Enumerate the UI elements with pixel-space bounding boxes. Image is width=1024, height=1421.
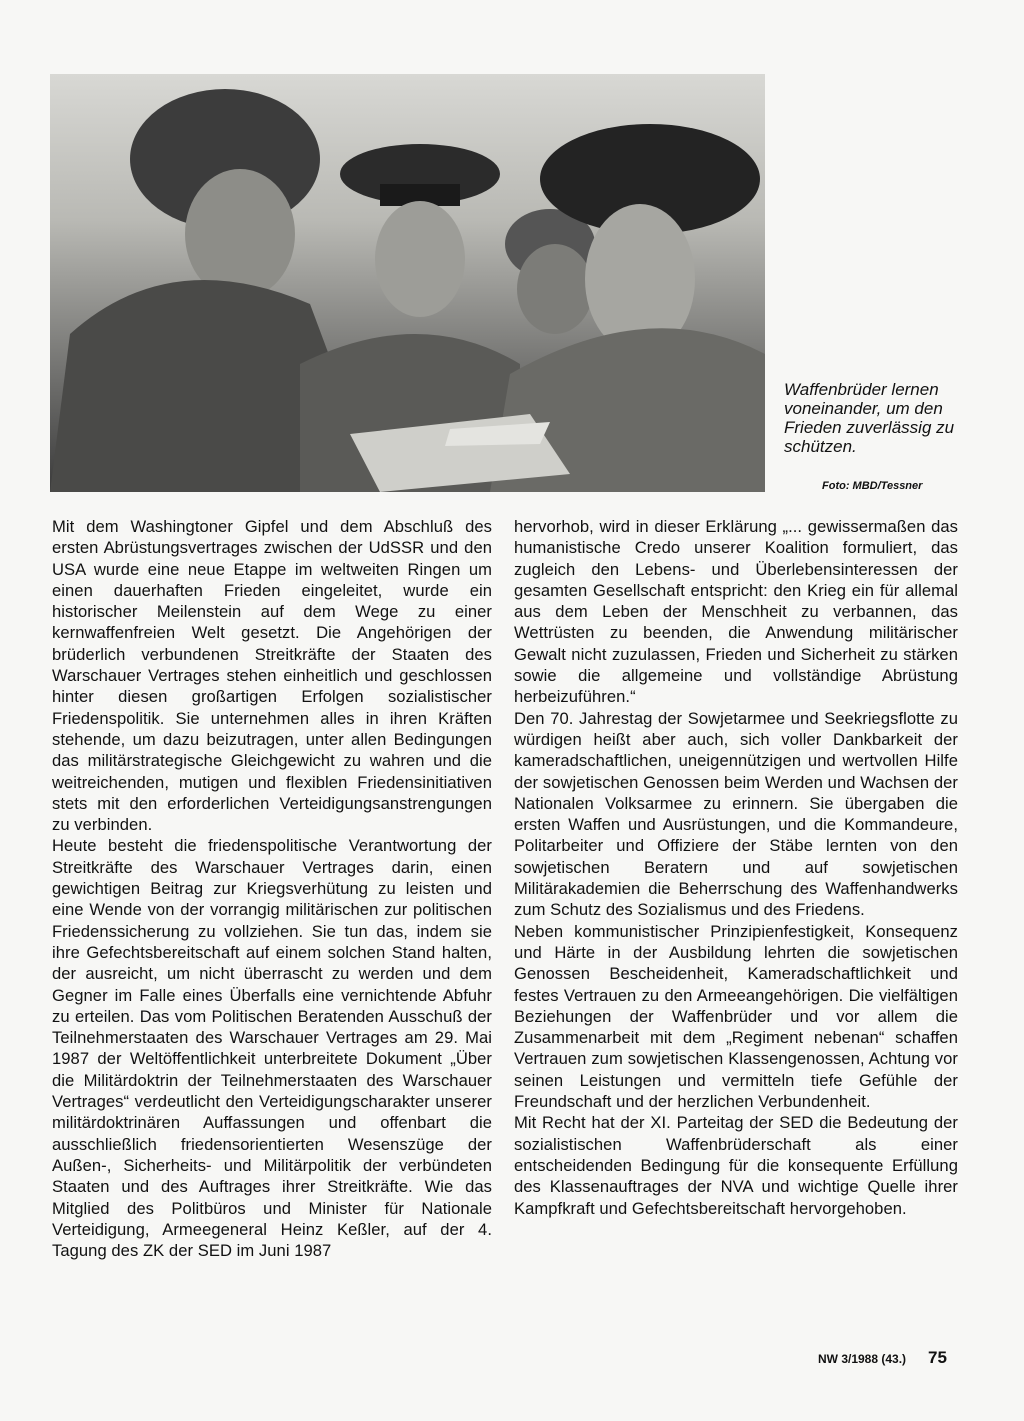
paragraph: Mit dem Washingtoner Gipfel und dem Abschluß des ersten Abrüstungsvertrages zwischen der UdSSR und den USA wurde eine neue Etappe im weltweiten Ringen um einen dauerhaften Frieden eingeleitet, wurde ein historischer Meilenstein auf dem Wege zu einer kernwaffenfreien Welt gesetzt. Die Angehörigen der brüderlich verbundenen Streitkräfte der Staaten des Warschauer Vertrages stehen einheitlich und geschlossen hinter diesen großartigen Erfolgen sozialistischer Friedenspolitik. Sie unternehmen alles in ihren Kräften stehende, um dazu beizutragen, unter allen Bedingungen das militärstrategische Gleichgewicht zu wahren und die weitreichenden, mutigen und flexiblen Friedensinitiativen stets mit den erforderlichen Verteidigungsanstrengungen zu verbinden. xyxy=(52,517,492,835)
paragraph: Heute besteht die friedenspolitische Verantwortung der Streitkräfte des Warschauer Vertrages darin, einen gewichtigen Beitrag zur Kriegsverhütung zu leisten und eine Wende von der vorrangig militärischen zur politischen Friedenssicherung zu vollziehen. Sie tun das, indem sie ihre Gefechtsbereitschaft auf einem solchen Stand halten, der ausreicht, um nicht überrascht zu werden und dem Gegner im Falle eines Überfalls eine vernichtende Abfuhr zu erteilen. Das vom Politischen Beratenden Ausschuß der Teilnehmerstaaten des Warschauer Vertrages am 29. Mai 1987 der Weltöffentlichkeit unterbreitete Dokument „Über die Militärdoktrin der Teilnehmerstaaten des Warschauer Vertrages“ verdeutlicht den Verteidigungscharakter unserer militärdoktrinären Auffassungen und offenbart die ausschließlich friedensorientierten Wesenszüge der Außen-, Sicherheits- und Militärpolitik der verbündeten Staaten und des Auftrages ihrer Streitkräfte. Wie das Mitglied des Politbüros und Minister für Nationale Verteidigung, Armeegeneral Heinz Keßler, auf der 4. Tagung des ZK der SED im Juni 1987 xyxy=(52,836,492,1261)
paragraph: Mit Recht hat der XI. Parteitag der SED die Bedeutung der sozialistischen Waffenbrüderschaft als einer entscheidenden Bedingung für die konsequente Erfüllung des Klassenauftrages der NVA und wichtige Quelle ihrer Kampfkraft und Gefechtsbereitschaft hervorgehoben. xyxy=(514,1113,958,1218)
paragraph: Neben kommunistischer Prinzipienfestigkeit, Konsequenz und Härte in der Ausbildung lehrten die sowjetischen Genossen Bescheidenheit, Kameradschaftlichkeit und festes Vertrauen zu den Armeeangehörigen. Die vielfältigen Beziehungen der Waffenbrüder und vor allem die Zusammenarbeit mit dem „Regiment nebenan“ schaffen Vertrauen zum sowjetischen Klassengenossen, Achtung vor seinen Leistungen und vermitteln tiefe Gefühle der Freundschaft und der herzlichen Verbundenheit. xyxy=(514,921,958,1112)
article-photo xyxy=(50,74,765,492)
article-column-right xyxy=(514,516,958,1219)
issue-reference: NW 3/1988 (43.) xyxy=(818,1352,907,1366)
page-number: 75 xyxy=(928,1348,947,1367)
photo-soldiers-map xyxy=(50,74,765,492)
paragraph: hervorhob, wird in dieser Erklärung „... gewissermaßen das humanistische Credo unserer Koalition formuliert, das zugleich den Lebens- und Überlebensinteressen der gesamten Gesellschaft entspricht: den Krieg ein für allemal aus dem Leben der Menschheit zu verbannen, das Wettrüsten zu beenden, die Anwendung militärischer Gewalt nicht zuzulassen, Frieden und Sicherheit zu stärken sowie die allgemeine und vollständige Abrüstung herbeizuführen.“ xyxy=(514,517,958,707)
photo-credit: Foto: MBD/Tessner xyxy=(822,480,923,492)
article-column-left xyxy=(52,516,492,1261)
photo-caption: Waffenbrüder lernen voneinander, um den Frieden zuverlässig zu schützen. xyxy=(784,380,955,456)
paragraph: Den 70. Jahrestag der Sowjetarmee und Seekriegsflotte zu würdigen heißt aber auch, sich voller Dankbarkeit der kameradschaftlichen, uneigennützigen und wertvollen Hilfe der sowjetischen Genossen beim Werden und Wachsen der Nationalen Volksarmee zu erinnern. Sie übergaben die ersten Waffen und Ausrüstungen, und die Kommandeure, Politarbeiter und Offiziere der Stäbe lernten von den sowjetischen Beratern und auf sowjetischen Militärakademien die Beherrschung des Waffenhandwerks zum Schutz des Sozialismus und des Friedens. xyxy=(514,708,958,920)
